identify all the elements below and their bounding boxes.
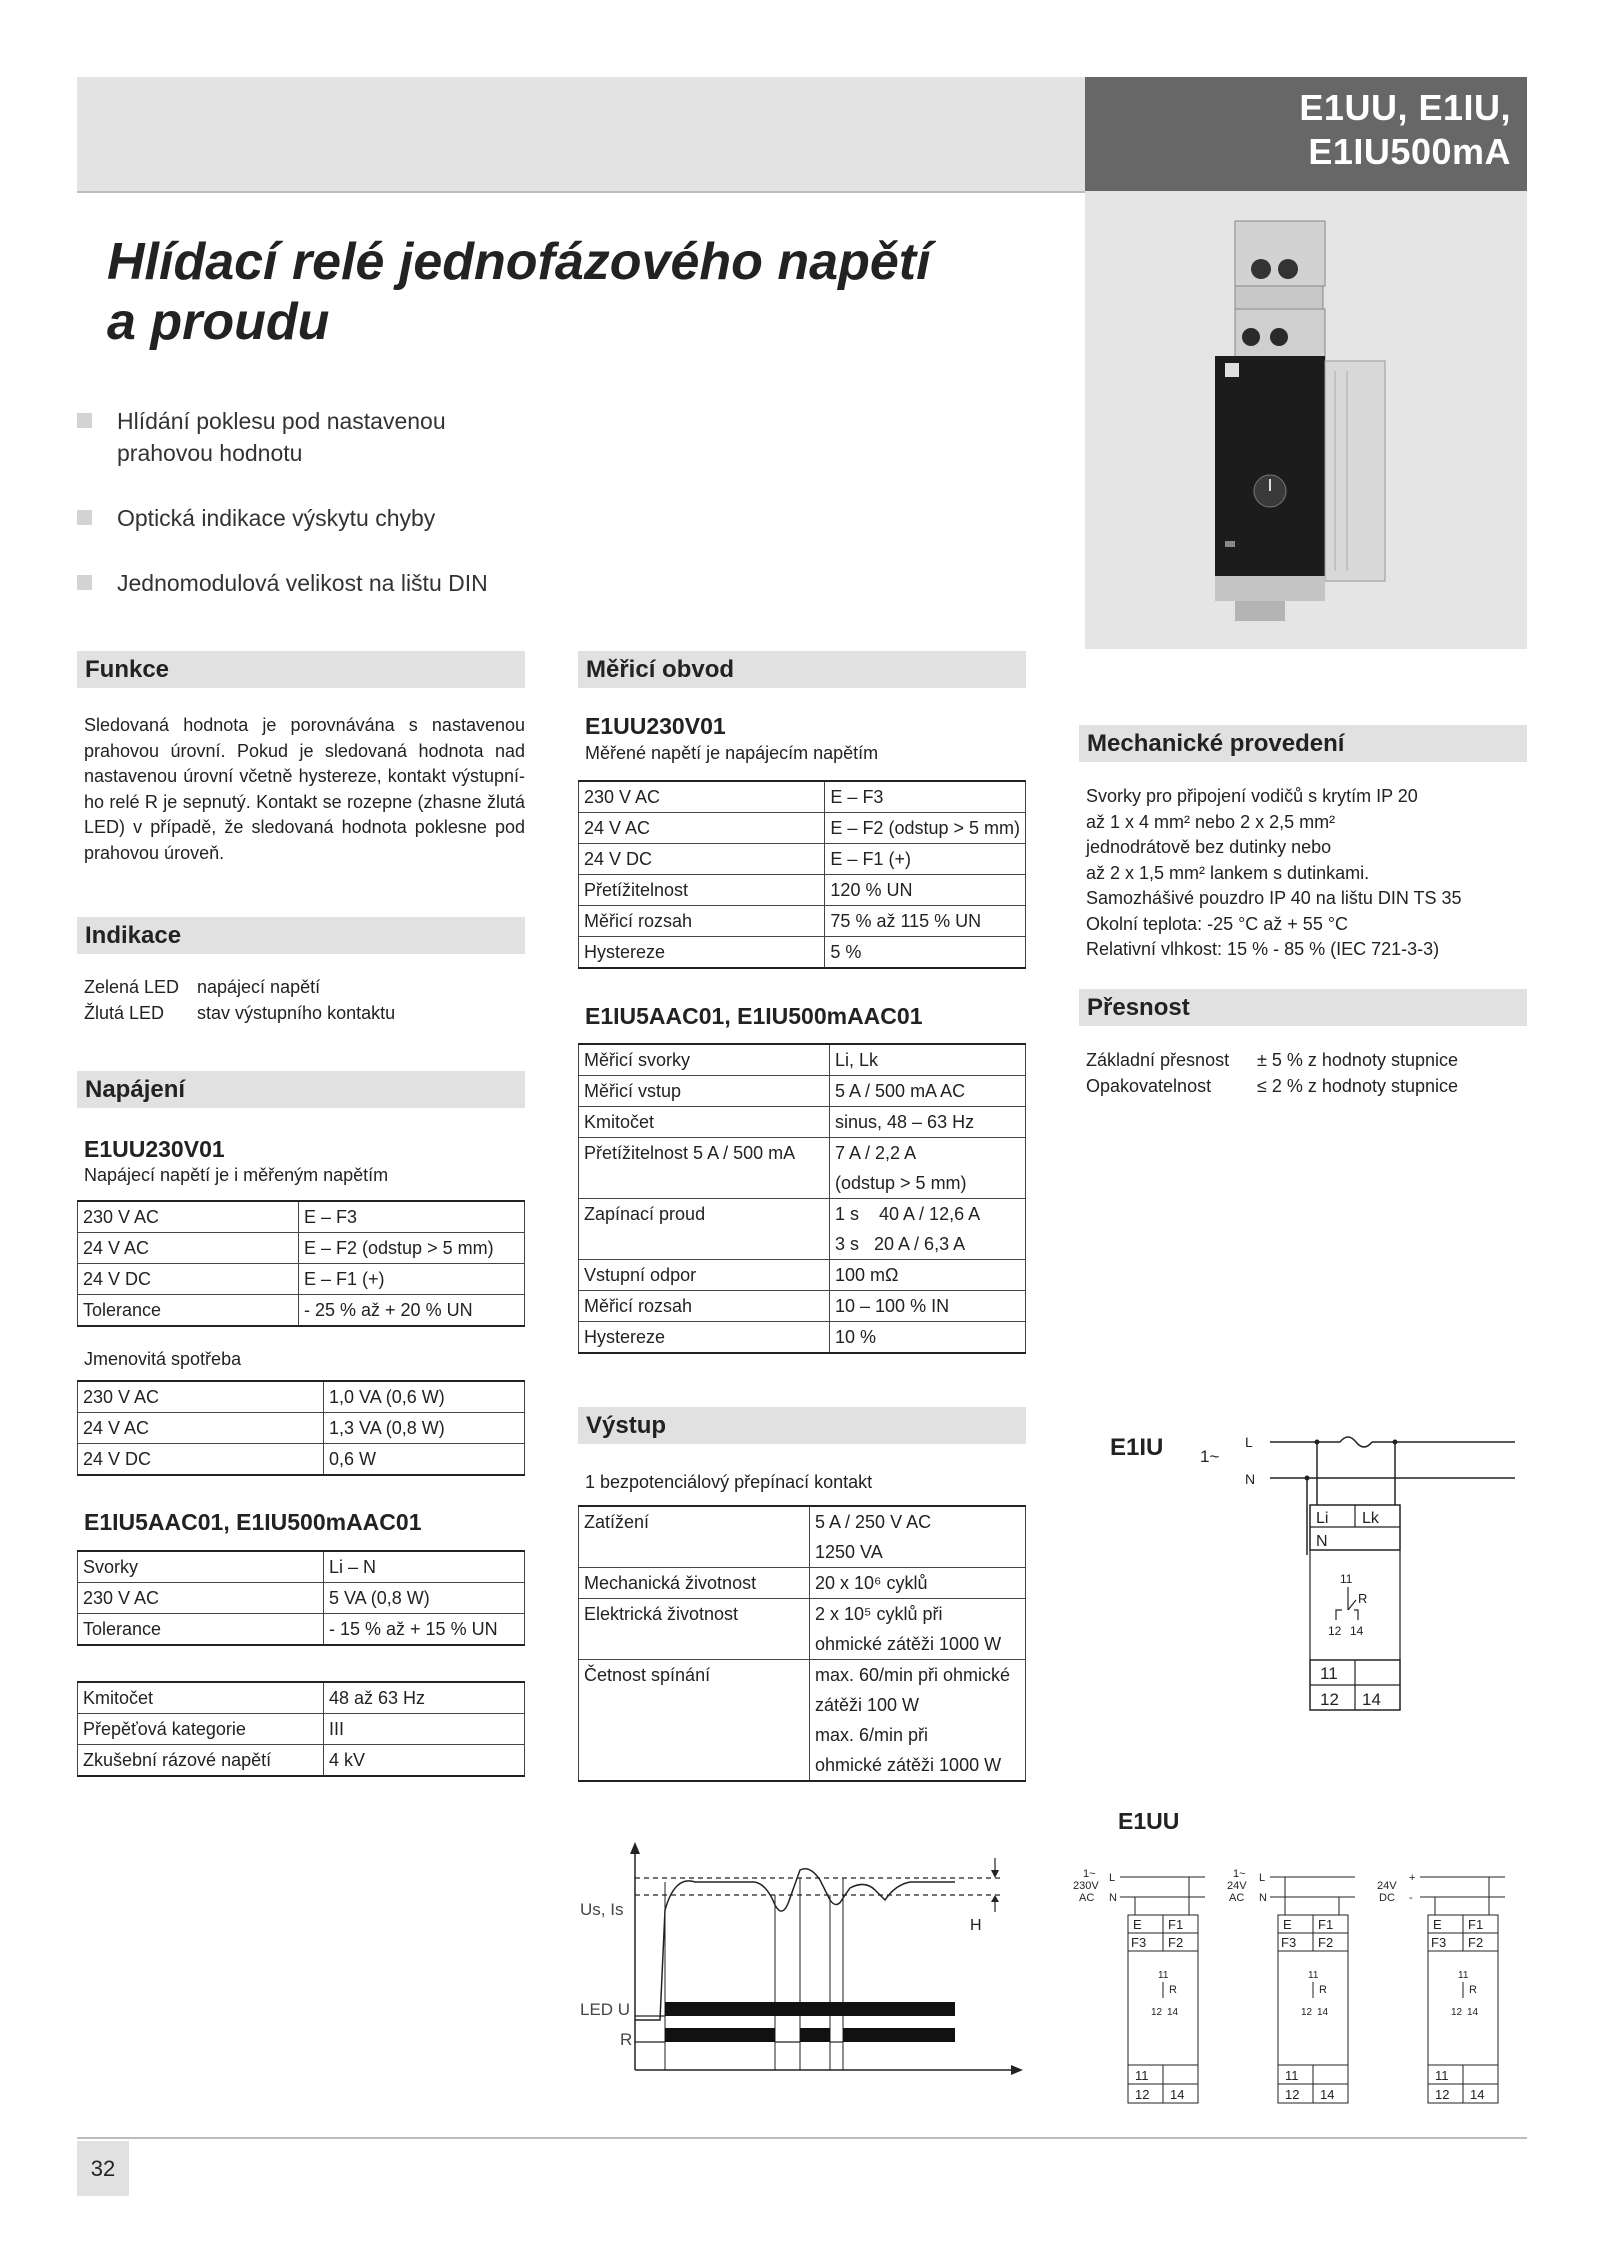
svg-text:F2: F2 <box>1318 1935 1334 1950</box>
section-presnost-heading: Přesnost <box>1079 989 1527 1026</box>
svg-text:11: 11 <box>1458 1970 1469 1981</box>
svg-text:N: N <box>1259 1892 1267 1904</box>
presnost-value: ± 5 % z hodnoty stupnice <box>1257 1050 1458 1070</box>
svg-text:-: - <box>1409 1892 1413 1904</box>
title-line2: a proudu <box>107 293 330 351</box>
svg-text:E: E <box>1433 1917 1442 1932</box>
product-photo <box>1085 191 1527 649</box>
indikace-label: Zelená LED <box>84 977 180 997</box>
line-N-label: N <box>1245 1471 1256 1487</box>
led-u-label: LED U <box>580 2000 631 2019</box>
svg-text:R: R <box>1469 1984 1477 1996</box>
page-number: 32 <box>77 2141 129 2196</box>
svg-text:N: N <box>1109 1892 1117 1904</box>
vystup-table: Zatížení 5 A / 250 V AC 1250 VA Mechanická životnost 20 x 10⁶ cyklů Elektrická životnost 2 x 10⁵ cyklů při ohmické zátěži 1000 W Četnost spínání max. 60/min při ohmické zátěži 100 W max. 6/min při ohmické zátěži 1000 W <box>578 1505 1026 1782</box>
timing-diagram <box>575 1840 1035 2080</box>
svg-text:14: 14 <box>1467 2007 1479 2018</box>
section-mechanicke-heading: Mechanické provedení <box>1079 725 1527 762</box>
svg-text:Li: Li <box>1316 1510 1329 1527</box>
merici-table2: Měřicí svorky Li, Lk Měřicí vstup 5 A / 500 mA AC Kmitočet sinus, 48 – 63 Hz Přetížitelnost 5 A / 500 mA 7 A / 2,2 A (odstup > 5 mm) Zapínací proud 1 s 40 A / 12,6 A 3 s 20 A / 6,3 A Vstupní odpor 100 mΩ Měřicí rozsah 10 – 100 % IN Hystereze 10 % <box>578 1043 1026 1354</box>
e1iu-wiring-diagram <box>1100 1425 1520 1745</box>
napajeni-table4: Kmitočet 48 až 63 Hz Přepěťová kategorie III Zkušební rázové napětí 4 kV <box>77 1681 525 1777</box>
svg-text:12: 12 <box>1135 2087 1150 2102</box>
indikace-label: Žlutá LED <box>84 1003 165 1023</box>
svg-text:AC: AC <box>1229 1892 1245 1904</box>
svg-text:F3: F3 <box>1281 1935 1297 1950</box>
presnost-label: Opakovatelnost <box>1086 1076 1212 1096</box>
svg-text:12: 12 <box>1435 2087 1450 2102</box>
svg-text:14: 14 <box>1320 2087 1335 2102</box>
svg-text:AC: AC <box>1079 1892 1095 1904</box>
mechanicke-text: Svorky pro připojení vodičů s krytím IP 20 až 1 x 4 mm² nebo 2 x 2,5 mm² jednodrátově bez dutinky nebo až 2 x 1,5 mm² lankem s dutinkami. Samozhášivé pouzdro IP 40 na lištu DIN TS 35 Okolní teplota: -25 °C až + 55 °C Relativní vlhkost: 15 % - 85 % (IEC 721-3-3) <box>1086 786 1462 959</box>
napajeni-sub1-note: Napájecí napětí je i měřeným napětím <box>84 1165 389 1185</box>
phase-label: 1~ <box>1200 1447 1220 1466</box>
svg-text:E: E <box>1133 1917 1142 1932</box>
svg-text:12: 12 <box>1320 1690 1339 1709</box>
svg-text:R: R <box>1358 1591 1368 1606</box>
svg-text:12: 12 <box>1328 1624 1342 1638</box>
product-photo-area <box>1085 191 1527 649</box>
hysteresis-label: H <box>970 1917 982 1934</box>
napajeni-table1: 230 V AC E – F3 24 V AC E – F2 (odstup > 5 mm) 24 V DC E – F1 (+) Tolerance - 25 % až + 20 % UN <box>77 1200 525 1327</box>
e1uu-variant-24vdc <box>1377 1872 1505 2103</box>
e1iu-label: E1IU <box>1110 1434 1164 1461</box>
e1uu-variant-24vac <box>1227 1868 1355 2103</box>
svg-text:11: 11 <box>1285 2068 1299 2083</box>
svg-text:R: R <box>1319 1984 1327 1996</box>
svg-text:1~: 1~ <box>1083 1868 1096 1880</box>
svg-text:12: 12 <box>1151 2007 1163 2018</box>
signal-label: Us, Is <box>580 1900 624 1919</box>
presnost-label: Základní přesnost <box>1086 1050 1230 1070</box>
header-bar <box>77 77 1085 193</box>
indikace-value: stav výstupního kontaktu <box>197 1003 396 1023</box>
model-title-line2: E1IU500mA <box>1308 131 1511 172</box>
bullet-square-icon <box>77 510 92 525</box>
svg-text:12: 12 <box>1301 2007 1313 2018</box>
svg-text:14: 14 <box>1350 1624 1364 1638</box>
svg-text:14: 14 <box>1362 1690 1381 1709</box>
svg-text:F3: F3 <box>1131 1935 1147 1950</box>
svg-text:11: 11 <box>1320 1664 1338 1683</box>
merici-table1: 230 V AC E – F3 24 V AC E – F2 (odstup > 5 mm) 24 V DC E – F1 (+) Přetížitelnost 120 % UN Měřicí rozsah 75 % až 115 % UN Hystereze 5 % <box>578 780 1026 969</box>
section-merici-heading: Měřicí obvod <box>578 651 1026 688</box>
svg-text:F2: F2 <box>1168 1935 1184 1950</box>
line-L-label: L <box>1245 1434 1253 1450</box>
merici-sub1-note: Měřené napětí je napájecím napětím <box>585 743 879 763</box>
model-title-line1: E1UU, E1IU, <box>1299 87 1511 128</box>
napajeni-sub2: E1IU5AAC01, E1IU500mAAC01 <box>84 1509 422 1535</box>
funkce-text: Sledovaná hodnota je porovnávána s nastavenou prahovou úrovní. Pokud je sledovaná hodnota nad nastavenou úrovní včetně hystereze, kontakt výstupní- ho relé R je sepnutý. Kontakt se rozepne (zhasne žlutá LED) v případě, že sledovaná hodnota poklesne pod prahovou úroveň. <box>84 715 525 863</box>
svg-text:F1: F1 <box>1318 1917 1334 1932</box>
svg-text:14: 14 <box>1317 2007 1329 2018</box>
footer-divider <box>77 2137 1527 2139</box>
svg-text:+: + <box>1409 1872 1416 1884</box>
section-napajeni-heading: Napájení <box>77 1071 525 1108</box>
svg-text:11: 11 <box>1435 2068 1449 2083</box>
model-title-box <box>1085 77 1527 193</box>
svg-text:230V: 230V <box>1073 1880 1099 1892</box>
section-indikace-heading: Indikace <box>77 917 525 954</box>
svg-text:F1: F1 <box>1168 1917 1184 1932</box>
svg-text:R: R <box>1169 1984 1177 1996</box>
svg-text:14: 14 <box>1167 2007 1179 2018</box>
merici-sub2: E1IU5AAC01, E1IU500mAAC01 <box>585 1003 923 1029</box>
napajeni-sub1: E1UU230V01 <box>84 1136 225 1162</box>
bullet-square-icon <box>77 413 92 428</box>
napajeni-table2: 230 V AC 1,0 VA (0,6 W) 24 V AC 1,3 VA (0,8 W) 24 V DC 0,6 W <box>77 1380 525 1476</box>
svg-text:14: 14 <box>1470 2087 1485 2102</box>
svg-text:F3: F3 <box>1431 1935 1447 1950</box>
bullet-square-icon <box>77 575 92 590</box>
svg-text:11: 11 <box>1158 1970 1169 1981</box>
vystup-note: 1 bezpotenciálový přepínací kontakt <box>585 1472 873 1492</box>
relay-label: R <box>620 2030 633 2049</box>
svg-text:DC: DC <box>1379 1892 1395 1904</box>
svg-text:N: N <box>1316 1533 1328 1550</box>
svg-text:L: L <box>1259 1872 1266 1884</box>
svg-text:24V: 24V <box>1227 1880 1247 1892</box>
merici-sub1: E1UU230V01 <box>585 713 726 739</box>
svg-text:F2: F2 <box>1468 1935 1484 1950</box>
svg-text:F1: F1 <box>1468 1917 1484 1932</box>
svg-text:14: 14 <box>1170 2087 1185 2102</box>
svg-text:12: 12 <box>1285 2087 1300 2102</box>
presnost-value: ≤ 2 % z hodnoty stupnice <box>1257 1076 1458 1096</box>
e1uu-wiring-diagrams <box>1065 1865 1530 2115</box>
section-vystup-heading: Výstup <box>578 1407 1026 1444</box>
section-funkce-heading: Funkce <box>77 651 525 688</box>
napajeni-table3: Svorky Li – N 230 V AC 5 VA (0,8 W) Tolerance - 15 % až + 15 % UN <box>77 1550 525 1646</box>
page-title <box>107 232 931 352</box>
svg-text:11: 11 <box>1135 2068 1149 2083</box>
svg-text:11: 11 <box>1340 1572 1353 1586</box>
e1uu-label: E1UU <box>1118 1808 1180 1834</box>
svg-text:1~: 1~ <box>1233 1868 1246 1880</box>
consumption-label: Jmenovitá spotřeba <box>84 1349 242 1369</box>
svg-text:E: E <box>1283 1917 1292 1932</box>
indikace-value: napájecí napětí <box>197 977 321 997</box>
svg-text:12: 12 <box>1451 2007 1463 2018</box>
svg-text:24V: 24V <box>1377 1880 1397 1892</box>
e1uu-variant-230vac <box>1073 1868 1205 2103</box>
svg-text:Lk: Lk <box>1362 1510 1379 1527</box>
svg-text:L: L <box>1109 1872 1116 1884</box>
title-line1: Hlídací relé jednofázového napětí <box>107 233 931 291</box>
svg-text:11: 11 <box>1308 1970 1319 1981</box>
